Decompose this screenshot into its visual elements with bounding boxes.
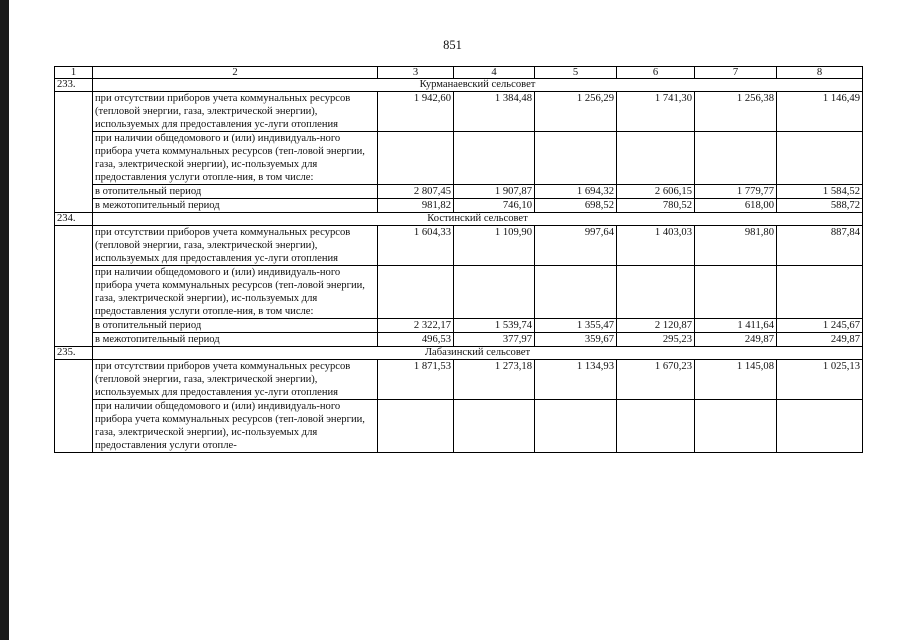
row-description: в межотопительный период [93, 333, 378, 347]
empty-value-cell [777, 266, 863, 319]
value-cell: 981,80 [695, 226, 777, 266]
header-cell: 2 [93, 67, 378, 79]
empty-value-cell [378, 400, 454, 453]
section-header-row [55, 79, 863, 92]
value-cell: 1 604,33 [378, 226, 454, 266]
empty-value-cell [617, 132, 695, 185]
row-description: при отсутствии приборов учета коммунальных ресурсов (тепловой энергии, газа, электрической энергии), используемых для предоставления ус-луги отопления [93, 92, 378, 132]
value-cell: 1 670,23 [617, 360, 695, 400]
value-cell: 1 146,49 [777, 92, 863, 132]
table-row [55, 92, 863, 132]
value-cell: 1 384,48 [454, 92, 535, 132]
header-cell: 8 [777, 67, 863, 79]
number-spacer-cell [55, 226, 93, 347]
value-cell: 1 025,13 [777, 360, 863, 400]
value-cell: 249,87 [777, 333, 863, 347]
section-header-row [55, 347, 863, 360]
empty-value-cell [378, 266, 454, 319]
empty-value-cell [454, 266, 535, 319]
empty-value-cell [617, 266, 695, 319]
section-name: Лабазинский сельсовет [93, 347, 863, 360]
header-cell: 3 [378, 67, 454, 79]
value-cell: 1 273,18 [454, 360, 535, 400]
empty-value-cell [695, 400, 777, 453]
value-cell: 1 741,30 [617, 92, 695, 132]
header-row [55, 67, 863, 79]
value-cell: 1 355,47 [535, 319, 617, 333]
value-cell: 295,23 [617, 333, 695, 347]
value-cell: 981,82 [378, 199, 454, 213]
value-cell: 1 403,03 [617, 226, 695, 266]
value-cell: 997,64 [535, 226, 617, 266]
table-row [55, 199, 863, 213]
empty-value-cell [695, 132, 777, 185]
empty-value-cell [535, 266, 617, 319]
tariff-table [54, 66, 863, 453]
value-cell: 1 907,87 [454, 185, 535, 199]
value-cell: 496,53 [378, 333, 454, 347]
empty-value-cell [695, 266, 777, 319]
table-row [55, 226, 863, 266]
empty-value-cell [617, 400, 695, 453]
empty-value-cell [777, 400, 863, 453]
row-description: при наличии общедомового и (или) индивидуаль-ного прибора учета коммунальных ресурсов (теп-ловой энергии, газа, электрической энергии), ис-пользуемых для предоставления услуги отопле-ния, в том числе: [93, 266, 378, 319]
header-cell: 7 [695, 67, 777, 79]
empty-value-cell [454, 132, 535, 185]
section-name: Курманаевский сельсовет [93, 79, 863, 92]
value-cell: 1 256,38 [695, 92, 777, 132]
table-row [55, 266, 863, 319]
section-name: Костинский сельсовет [93, 213, 863, 226]
header-cell: 5 [535, 67, 617, 79]
header-cell: 1 [55, 67, 93, 79]
value-cell: 887,84 [777, 226, 863, 266]
row-description: в межотопительный период [93, 199, 378, 213]
row-description: при отсутствии приборов учета коммунальных ресурсов (тепловой энергии, газа, электрической энергии), используемых для предоставления ус-луги отопления [93, 226, 378, 266]
value-cell: 588,72 [777, 199, 863, 213]
value-cell: 1 539,74 [454, 319, 535, 333]
value-cell: 1 145,08 [695, 360, 777, 400]
header-cell: 4 [454, 67, 535, 79]
value-cell: 1 779,77 [695, 185, 777, 199]
row-description: в отопительный период [93, 185, 378, 199]
number-spacer-cell [55, 360, 93, 453]
value-cell: 1 245,67 [777, 319, 863, 333]
section-header-row [55, 213, 863, 226]
value-cell: 780,52 [617, 199, 695, 213]
empty-value-cell [535, 132, 617, 185]
empty-value-cell [378, 132, 454, 185]
empty-value-cell [535, 400, 617, 453]
value-cell: 1 109,90 [454, 226, 535, 266]
row-description: в отопительный период [93, 319, 378, 333]
value-cell: 746,10 [454, 199, 535, 213]
table-row [55, 132, 863, 185]
section-number: 234. [55, 213, 93, 226]
value-cell: 1 942,60 [378, 92, 454, 132]
value-cell: 359,67 [535, 333, 617, 347]
value-cell: 1 694,32 [535, 185, 617, 199]
row-description: при отсутствии приборов учета коммунальных ресурсов (тепловой энергии, газа, электрической энергии), используемых для предоставления ус-луги отопления [93, 360, 378, 400]
table-body [55, 79, 863, 453]
value-cell: 1 256,29 [535, 92, 617, 132]
value-cell: 2 807,45 [378, 185, 454, 199]
value-cell: 2 120,87 [617, 319, 695, 333]
value-cell: 377,97 [454, 333, 535, 347]
value-cell: 2 322,17 [378, 319, 454, 333]
value-cell: 1 871,53 [378, 360, 454, 400]
number-spacer-cell [55, 92, 93, 213]
table-row [55, 333, 863, 347]
empty-value-cell [454, 400, 535, 453]
table-row [55, 360, 863, 400]
value-cell: 698,52 [535, 199, 617, 213]
header-cell: 6 [617, 67, 695, 79]
value-cell: 249,87 [695, 333, 777, 347]
page-number: 851 [443, 38, 462, 52]
table-row [55, 185, 863, 199]
section-number: 233. [55, 79, 93, 92]
scan-edge-bar [0, 0, 9, 640]
table-row [55, 400, 863, 453]
row-description: при наличии общедомового и (или) индивидуаль-ного прибора учета коммунальных ресурсов (теп-ловой энергии, газа, электрической энергии), ис-пользуемых для предоставления услуги отопле- [93, 400, 378, 453]
empty-value-cell [777, 132, 863, 185]
row-description: при наличии общедомового и (или) индивидуаль-ного прибора учета коммунальных ресурсов (теп-ловой энергии, газа, электрической энергии), ис-пользуемых для предоставления услуги отопле-ния, в том числе: [93, 132, 378, 185]
value-cell: 1 134,93 [535, 360, 617, 400]
value-cell: 1 411,64 [695, 319, 777, 333]
value-cell: 1 584,52 [777, 185, 863, 199]
section-number: 235. [55, 347, 93, 360]
value-cell: 618,00 [695, 199, 777, 213]
value-cell: 2 606,15 [617, 185, 695, 199]
table-row [55, 319, 863, 333]
